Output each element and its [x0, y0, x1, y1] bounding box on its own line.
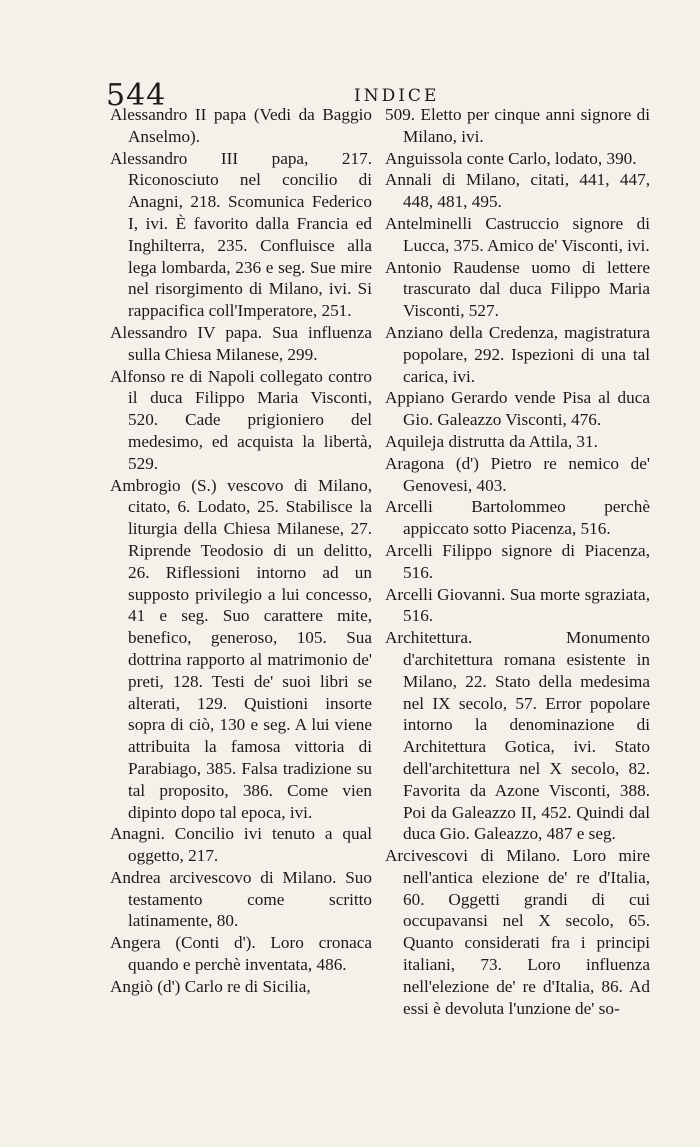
index-entry: Anziano della Credenza, magistratura popolare, 292. Ispezioni di una tal carica, ivi.: [385, 322, 650, 386]
index-entry: Antonio Raudense uomo di lettere trascurato dal duca Filippo Maria Visconti, 527.: [385, 257, 650, 321]
index-entry: Alessandro IV papa. Sua influenza sulla Chiesa Milanese, 299.: [110, 322, 372, 364]
index-entry: Arcivescovi di Milano. Loro mire nell'antica elezione de' re d'Italia, 60. Oggetti grandi di cui occupavansi nel X secolo, 65. Quanto considerati fra i principi italiani, 73. Loro influenza nell'elezione de' re d'Italia, 86. Ad essi è devoluta l'unzione de' so-: [385, 846, 650, 1018]
running-title: INDICE: [354, 86, 440, 106]
index-entry: Ambrogio (S.) vescovo di Milano, citato, 6. Lodato, 25. Stabilisce la liturgia della Chiesa Milanese, 27. Riprende Teodosio di un delitto, 26. Riflessioni intorno ad un supposto privilegio a lui concesso, 41 e seg. Suo carattere mite, benefico, generoso, 105. Sua dottrina rapporto al matrimonio de' preti, 128. Testi de' suoi libri se alterati, 129. Quistioni insorte sopra di ciò, 130 e seg. A lui viene attribuita la famosa vittoria di Parabiago, 385. Falsa tradizione su tal proposito, 386. Come vien dipinto dopo tal epoca, ivi.: [110, 475, 372, 822]
index-entry: Architettura. Monumento d'architettura romana esistente in Milano, 22. Stato della medesima nel IX secolo, 57. Error popolare intorno la denominazione di Architettura Gotica, ivi. Stato dell'architettura nel X secolo, 82. Favorita da Azone Visconti, 388. Poi da Galeazzo II, 452. Quindi dal duca Gio. Galeazzo, 487 e seg.: [385, 628, 650, 844]
page-number: 544: [106, 78, 167, 113]
index-entry: Angera (Conti d'). Loro cronaca quando e perchè inventata, 486.: [110, 933, 372, 975]
index-entry: Anagni. Concilio ivi tenuto a qual oggetto, 217.: [110, 824, 372, 866]
index-entry: Appiano Gerardo vende Pisa al duca Gio. Galeazzo Visconti, 476.: [385, 388, 650, 430]
index-entry: Arcelli Bartolommeo perchè appiccato sotto Piacenza, 516.: [385, 497, 650, 539]
index-entry: Anguissola conte Carlo, lodato, 390.: [385, 148, 637, 168]
index-entry: Alfonso re di Napoli collegato contro il duca Filippo Maria Visconti, 520. Cade prigioniero del medesimo, ed acquista la libertà, 529.: [110, 366, 372, 473]
index-entry: Alessandro II papa (Vedi da Baggio Anselmo).: [110, 105, 372, 146]
index-entry: Angiò (d') Carlo re di Sicilia,: [110, 976, 311, 996]
index-entry: 509. Eletto per cinque anni signore di Milano, ivi.: [385, 105, 650, 146]
left-column: [110, 104, 372, 998]
index-entry: Antelminelli Castruccio signore di Lucca, 375. Amico de' Visconti, ivi.: [385, 213, 650, 255]
index-entry: Arcelli Filippo signore di Piacenza, 516.: [385, 540, 650, 582]
index-entry: Aquileja distrutta da Attila, 31.: [385, 431, 598, 451]
index-entry: Arcelli Giovanni. Sua morte sgraziata, 516.: [385, 584, 650, 626]
index-entry: Alessandro III papa, 217. Riconosciuto nel concilio di Anagni, 218. Scomunica Federico I, ivi. È favorito dalla Francia ed Inghilterra, 235. Confluisce alla lega lombarda, 236 e seg. Sue mire nel risorgimento di Milano, ivi. Si rappacifica coll'Imperatore, 251.: [110, 148, 372, 321]
index-entry: Aragona (d') Pietro re nemico de' Genovesi, 403.: [385, 453, 650, 495]
index-entry: Annali di Milano, citati, 441, 447, 448, 481, 495.: [385, 170, 650, 212]
right-column: [385, 104, 650, 1019]
index-entry: Andrea arcivescovo di Milano. Suo testamento come scritto latinamente, 80.: [110, 867, 372, 931]
